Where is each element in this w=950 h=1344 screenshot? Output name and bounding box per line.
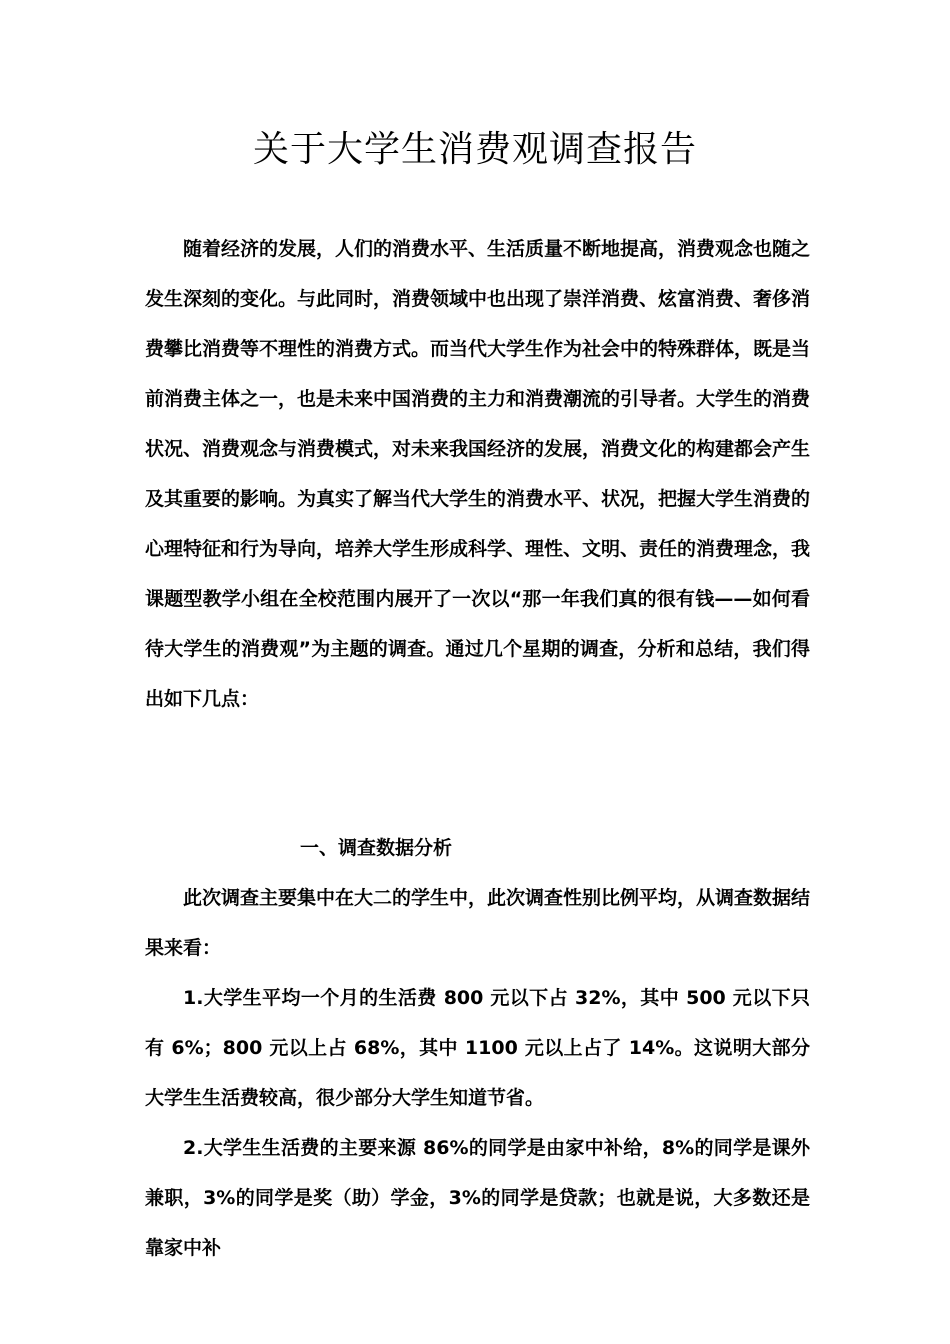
section-heading: 一、调查数据分析 [300, 837, 453, 859]
section-intro-paragraph: 此次调查主要集中在大二的学生中，此次调查性别比例平均，从调查数据结果来看： [145, 887, 811, 959]
intro-paragraph: 随着经济的发展，人们的消费水平、生活质量不断地提高，消费观念也随之发生深刻的变化。与此同时，消费领域中也出现了崇洋消费、炫富消费、奢侈消费攀比消费等不理性的消费方式。而当代大学生作为社会中的特殊群体，既是当前消费主体之一，也是未来中国消费的主力和消费潮流的引导者。大学生的消费状况、消费观念与消费模式，对未来我国经济的发展，消费文化的构建都会产生及其重要的影响。为真实了解当代大学生的消费水平、状况，把握大学生消费的心理特征和行为导向，培养大学生形成科学、理性、文明、责任的消费理念，我课题型教学小组在全校范围内展开了一次以“那一年我们真的很有钱——如何看待大学生的消费观”为主题的调查。通过几个星期的调查，分析和总结，我们得出如下几点： [145, 238, 811, 710]
point-2-paragraph: 2.大学生生活费的主要来源 86%的同学是由家中补给，8%的同学是课外兼职，3%的同学是奖（助）学金，3%的同学是贷款；也就是说，大多数还是靠家中补 [145, 1137, 810, 1259]
point-1-paragraph: 1.大学生平均一个月的生活费 800 元以下占 32%，其中 500 元以下只有 6%；800 元以上占 68%，其中 1100 元以上占了 14%。这说明大部分大学生生活费较高，很少部分大学生知道节省。 [145, 987, 810, 1109]
document-title: 关于大学生消费观调查报告 [252, 129, 697, 170]
